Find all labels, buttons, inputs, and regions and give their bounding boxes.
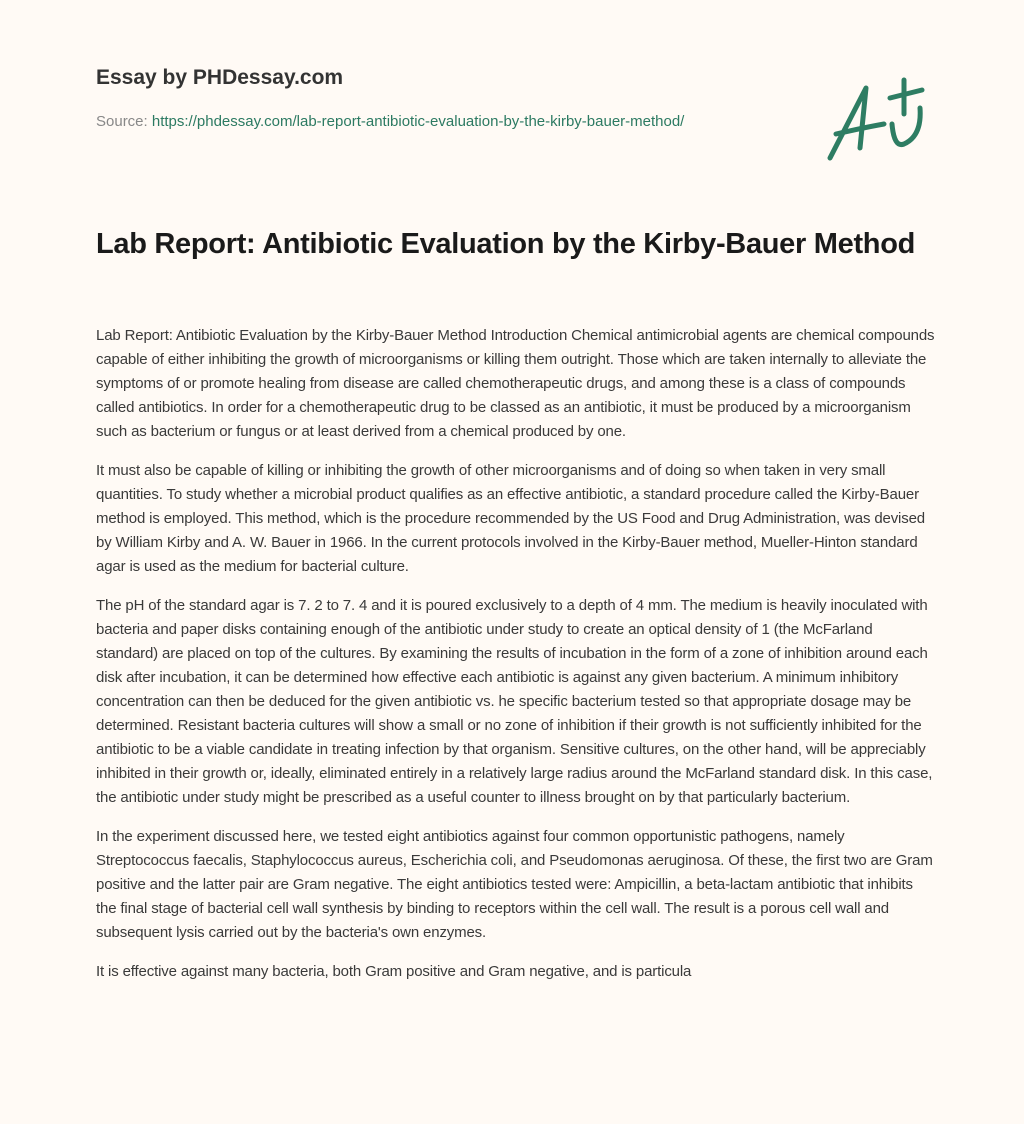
source-line: [96, 110, 736, 134]
paragraph: In the experiment discussed here, we tested eight antibiotics against four common opportunistic pathogens, namely Streptococcus faecalis, Staphylococcus aureus, Escherichia coli, and Pseudomonas aeruginosa. Of these, the first two are Gram positive and the latter pair are Gram negative. The eight antibiotics tested were: Ampicillin, a beta-lactam antibiotic that inhibits the final stage of bacterial cell wall synthesis by binding to receptors within the cell wall. The result is a porous cell wall and subsequent lysis carried out by the bacteria's own enzymes.: [96, 828, 933, 941]
source-label: Source:: [96, 113, 148, 130]
site-header: [96, 62, 736, 134]
article-title: Lab Report: Antibiotic Evaluation by the Kirby-Bauer Method: [96, 228, 916, 260]
paragraph: It must also be capable of killing or inhibiting the growth of other microorganisms and of doing so when taken in very small quantities. To study whether a microbial product qualifies as an effective antibiotic, a standard procedure called the Kirby-Bauer method is employed. This method, which is the procedure recommended by the US Food and Drug Administration, was devised by William Kirby and A. W. Bauer in 1966. In the current protocols involved in the Kirby-Bauer method, Mueller-Hinton standard agar is used as the medium for bacterial culture.: [96, 462, 925, 575]
paragraph: Lab Report: Antibiotic Evaluation by the Kirby-Bauer Method Introduction Chemical antimicrobial agents are chemical compounds capable of either inhibiting the growth of microorganisms or killing them outright. Those which are taken internally to alleviate the symptoms of or promote healing from disease are called chemotherapeutic drugs, and among these is a class of compounds called antibiotics. In order for a chemotherapeutic drug to be classed as an antibiotic, it must be produced by a microorganism such as bacterium or fungus or at least derived from a chemical produced by one.: [96, 327, 935, 440]
a-plus-grade-icon: [822, 68, 932, 168]
site-title: Essay by PHDessay.com: [96, 66, 344, 89]
source-link[interactable]: https://phdessay.com/lab-report-antibiotic-evaluation-by-the-kirby-bauer-method/: [151, 113, 685, 130]
paragraph: It is effective against many bacteria, both Gram positive and Gram negative, and is particula: [96, 963, 692, 980]
article-body: [96, 324, 936, 999]
paragraph: The pH of the standard agar is 7. 2 to 7. 4 and it is poured exclusively to a depth of 4 mm. The medium is heavily inoculated with bacteria and paper disks containing enough of the antibiotic under study to create an optical density of 1 (the McFarland standard) are placed on top of the cultures. By examining the results of incubation in the form of a zone of inhibition around each disk after incubation, it can be determined how effective each antibiotic is against any given bacterium. A minimum inhibitory concentration can then be deduced for the given antibiotic vs. he specific bacterium tested so that appropriate dosage may be determined. Resistant bacteria cultures will show a small or no zone of inhibition if their growth is not sufficiently inhibited for the antibiotic to be a viable candidate in treating infection by that organism. Sensitive cultures, on the other hand, will be appreciably inhibited in their growth or, ideally, eliminated entirely in a relatively large radius around the McFarland standard disk. In this case, the antibiotic under study might be prescribed as a useful counter to illness brought on by that particularly bacterium.: [96, 597, 933, 806]
